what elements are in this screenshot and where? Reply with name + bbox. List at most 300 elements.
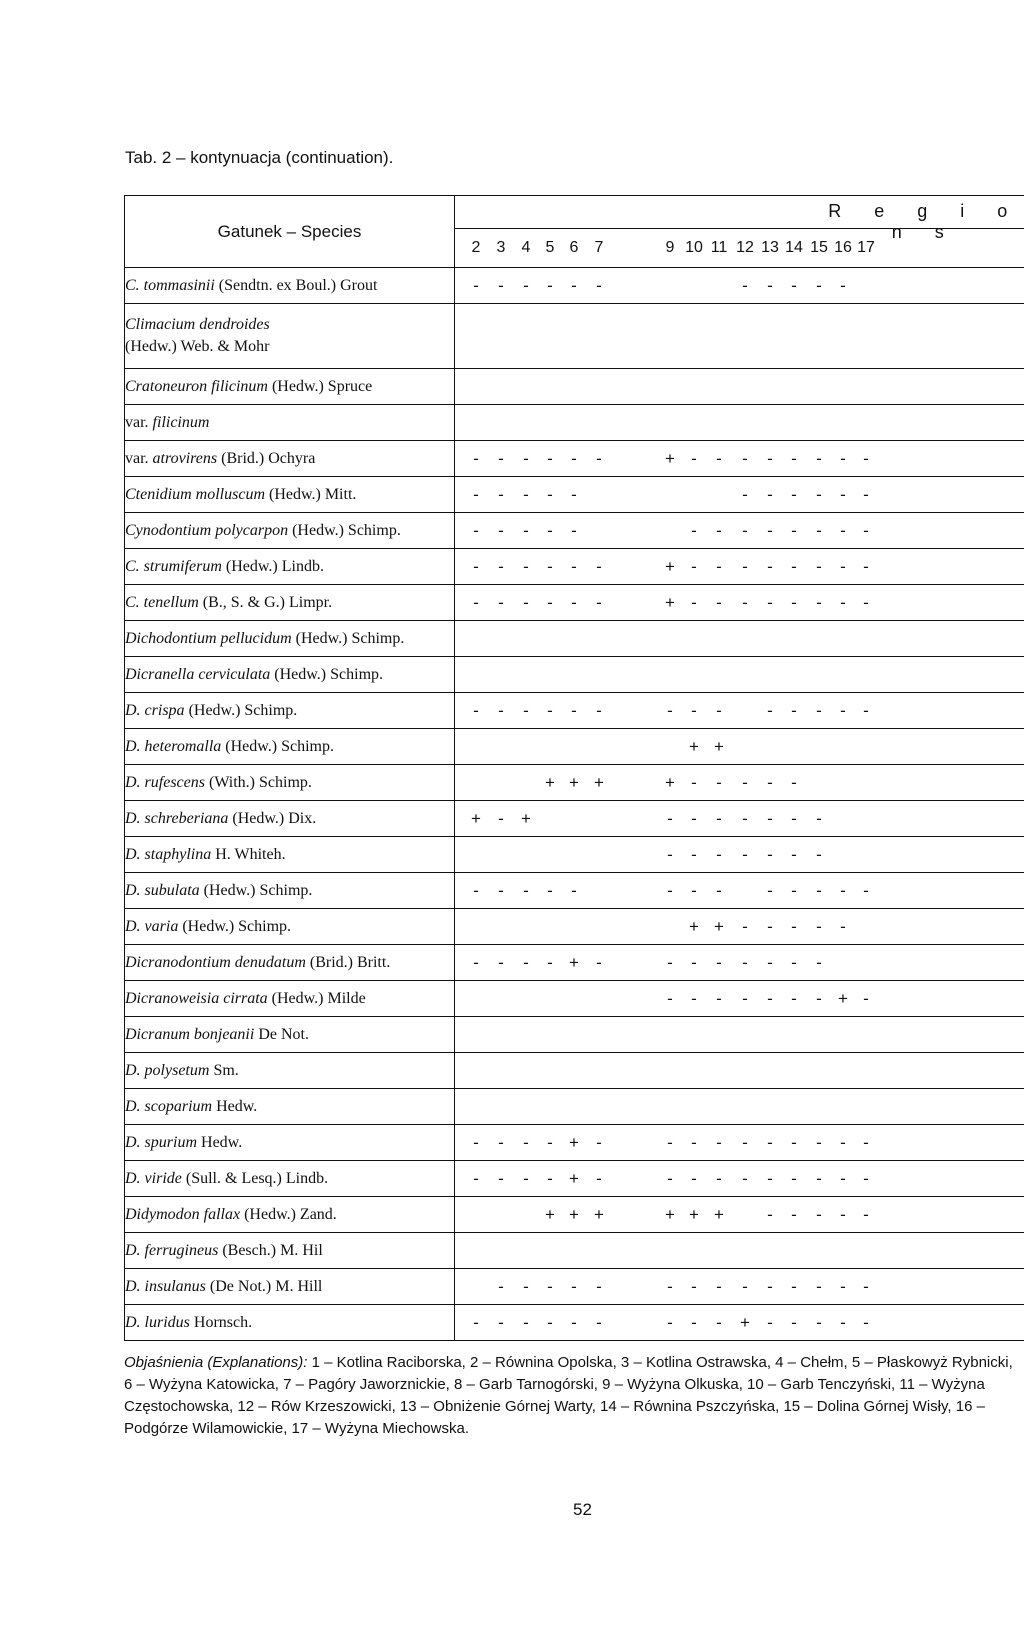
- presence-dash-mark: -: [523, 520, 529, 540]
- species-name: [125, 1125, 455, 1161]
- presence-dash-mark: -: [816, 1132, 822, 1152]
- region-marks: [455, 1089, 1024, 1125]
- regions-column-header: [455, 196, 1024, 268]
- species-name: [125, 657, 455, 693]
- presence-dash-mark: -: [596, 448, 602, 468]
- presence-dash-mark: -: [791, 772, 797, 792]
- region-numbers: [455, 229, 1024, 267]
- species-genus: Dichodontium pellucidum: [125, 629, 292, 647]
- presence-plus-mark: +: [594, 1204, 604, 1224]
- species-name: [125, 981, 455, 1017]
- presence-dash-mark: -: [523, 275, 529, 295]
- presence-dash-mark: -: [816, 880, 822, 900]
- presence-dash-mark: -: [716, 772, 722, 792]
- presence-dash-mark: -: [742, 484, 748, 504]
- presence-dash-mark: -: [691, 1132, 697, 1152]
- presence-dash-mark: -: [840, 520, 846, 540]
- species-genus: D. scoparium: [125, 1097, 213, 1115]
- presence-dash-mark: -: [767, 592, 773, 612]
- presence-dash-mark: -: [791, 808, 797, 828]
- region-number: 5: [545, 239, 555, 256]
- species-name: [125, 837, 455, 873]
- presence-dash-mark: -: [863, 700, 869, 720]
- presence-dash-mark: -: [498, 808, 504, 828]
- presence-dash-mark: -: [840, 275, 846, 295]
- presence-dash-mark: -: [791, 484, 797, 504]
- presence-dash-mark: -: [716, 880, 722, 900]
- table-row: [125, 801, 1024, 837]
- presence-plus-mark: +: [569, 772, 579, 792]
- table-caption: Tab. 2 – kontynuacja (continuation).: [125, 148, 394, 167]
- region-marks: [455, 837, 1024, 873]
- species-author: (Hedw.) Schimp.: [178, 917, 292, 935]
- species-author: (Hedw.) Schimp.: [184, 701, 298, 719]
- presence-dash-mark: -: [523, 592, 529, 612]
- table-row: [125, 268, 1024, 304]
- presence-dash-mark: -: [498, 275, 504, 295]
- table-row: [125, 477, 1024, 513]
- presence-dash-mark: -: [816, 1276, 822, 1296]
- presence-dash-mark: -: [816, 1312, 822, 1332]
- presence-dash-mark: -: [791, 520, 797, 540]
- presence-dash-mark: -: [840, 1276, 846, 1296]
- species-genus: Cratoneuron filicinum: [125, 377, 268, 395]
- table-row: [125, 945, 1024, 981]
- presence-dash-mark: -: [571, 592, 577, 612]
- presence-dash-mark: -: [691, 772, 697, 792]
- region-marks: [455, 304, 1024, 369]
- presence-dash-mark: -: [473, 1312, 479, 1332]
- presence-dash-mark: -: [547, 448, 553, 468]
- presence-dash-mark: -: [473, 1132, 479, 1152]
- presence-dash-mark: -: [716, 556, 722, 576]
- presence-dash-mark: -: [691, 592, 697, 612]
- species-author: (With.) Schimp.: [204, 773, 312, 791]
- species-genus: Cynodontium polycarpon: [125, 521, 289, 539]
- presence-dash-mark: -: [691, 1312, 697, 1332]
- presence-dash-mark: -: [816, 916, 822, 936]
- presence-dash-mark: -: [791, 880, 797, 900]
- species-prefix: var.: [125, 449, 153, 467]
- presence-dash-mark: -: [840, 1312, 846, 1332]
- presence-dash-mark: -: [863, 988, 869, 1008]
- species-genus: Dicranoweisia cirrata: [125, 989, 268, 1007]
- region-marks: [455, 1305, 1024, 1341]
- region-marks: [455, 729, 1024, 765]
- presence-dash-mark: -: [691, 1168, 697, 1188]
- species-name: [125, 1017, 455, 1053]
- presence-dash-mark: -: [547, 1276, 553, 1296]
- presence-dash-mark: -: [791, 556, 797, 576]
- presence-dash-mark: -: [667, 844, 673, 864]
- species-genus: C. tommasinii: [125, 276, 215, 294]
- table-row: [125, 304, 1024, 369]
- presence-dash-mark: -: [498, 1168, 504, 1188]
- table-row: [125, 1053, 1024, 1089]
- species-genus: C. tenellum: [125, 593, 199, 611]
- presence-dash-mark: -: [596, 952, 602, 972]
- presence-dash-mark: -: [767, 844, 773, 864]
- presence-plus-mark: +: [714, 736, 724, 756]
- presence-plus-mark: +: [569, 1204, 579, 1224]
- presence-dash-mark: -: [498, 520, 504, 540]
- species-author: (Brid.) Ochyra: [217, 449, 316, 467]
- presence-dash-mark: -: [596, 1276, 602, 1296]
- presence-dash-mark: -: [791, 1204, 797, 1224]
- species-prefix: var.: [125, 413, 153, 431]
- presence-dash-mark: -: [767, 556, 773, 576]
- presence-dash-mark: -: [667, 880, 673, 900]
- region-marks: [455, 1161, 1024, 1197]
- species-author: (Hedw.) Schimp.: [288, 521, 401, 539]
- presence-dash-mark: -: [571, 484, 577, 504]
- presence-dash-mark: -: [767, 808, 773, 828]
- presence-dash-mark: -: [767, 484, 773, 504]
- table-row: [125, 1233, 1024, 1269]
- region-number: 4: [521, 239, 531, 256]
- species-author: Hedw.: [212, 1097, 258, 1115]
- table-row: [125, 837, 1024, 873]
- presence-dash-mark: -: [547, 880, 553, 900]
- species-genus: D. spurium: [125, 1133, 198, 1151]
- species-name: [125, 1053, 455, 1089]
- presence-dash-mark: -: [767, 880, 773, 900]
- table-row: [125, 765, 1024, 801]
- presence-dash-mark: -: [547, 1312, 553, 1332]
- presence-dash-mark: -: [840, 592, 846, 612]
- species-genus: C. strumiferum: [125, 557, 222, 575]
- species-genus: D. staphylina: [125, 845, 212, 863]
- presence-dash-mark: -: [863, 1168, 869, 1188]
- presence-dash-mark: -: [473, 700, 479, 720]
- region-marks: [455, 909, 1024, 945]
- presence-dash-mark: -: [767, 1132, 773, 1152]
- presence-dash-mark: -: [571, 1276, 577, 1296]
- species-genus: D. viride: [125, 1169, 182, 1187]
- species-genus: D. schreberiana: [125, 809, 229, 827]
- presence-dash-mark: -: [571, 700, 577, 720]
- presence-dash-mark: -: [791, 448, 797, 468]
- presence-dash-mark: -: [667, 1132, 673, 1152]
- presence-dash-mark: -: [523, 1168, 529, 1188]
- table-row: [125, 693, 1024, 729]
- presence-dash-mark: -: [498, 1276, 504, 1296]
- table-row: [125, 1305, 1024, 1341]
- presence-dash-mark: -: [571, 556, 577, 576]
- species-name: [125, 304, 455, 369]
- presence-dash-mark: -: [716, 1276, 722, 1296]
- species-genus: Dicranella cerviculata: [125, 665, 271, 683]
- presence-dash-mark: -: [596, 1132, 602, 1152]
- region-number: 6: [569, 239, 579, 256]
- presence-dash-mark: -: [547, 484, 553, 504]
- table-row: [125, 621, 1024, 657]
- species-author: De Not.: [254, 1025, 309, 1043]
- presence-dash-mark: -: [571, 275, 577, 295]
- presence-dash-mark: -: [523, 700, 529, 720]
- presence-dash-mark: -: [523, 1132, 529, 1152]
- species-name: [125, 441, 455, 477]
- table-row: [125, 1017, 1024, 1053]
- presence-dash-mark: -: [571, 448, 577, 468]
- presence-dash-mark: -: [691, 988, 697, 1008]
- species-name: [125, 1233, 455, 1269]
- presence-dash-mark: -: [767, 1168, 773, 1188]
- region-marks: [455, 765, 1024, 801]
- presence-dash-mark: -: [742, 1276, 748, 1296]
- presence-dash-mark: -: [863, 448, 869, 468]
- presence-dash-mark: -: [571, 1312, 577, 1332]
- presence-dash-mark: -: [767, 448, 773, 468]
- species-name: [125, 729, 455, 765]
- region-marks: [455, 405, 1024, 441]
- presence-dash-mark: -: [742, 952, 748, 972]
- presence-dash-mark: -: [547, 592, 553, 612]
- presence-dash-mark: -: [473, 592, 479, 612]
- presence-dash-mark: -: [863, 520, 869, 540]
- table-row: [125, 657, 1024, 693]
- region-number: 9: [665, 239, 675, 256]
- species-genus: D. rufescens: [125, 773, 205, 791]
- presence-dash-mark: -: [742, 520, 748, 540]
- presence-dash-mark: -: [667, 1168, 673, 1188]
- region-number: 10: [685, 239, 703, 256]
- presence-dash-mark: -: [596, 556, 602, 576]
- presence-dash-mark: -: [816, 808, 822, 828]
- region-marks: [455, 1053, 1024, 1089]
- presence-dash-mark: -: [473, 556, 479, 576]
- species-name: [125, 1305, 455, 1341]
- presence-dash-mark: -: [691, 556, 697, 576]
- species-author: (Hedw.) Lindb.: [221, 557, 324, 575]
- presence-dash-mark: -: [767, 1312, 773, 1332]
- presence-dash-mark: -: [547, 952, 553, 972]
- presence-dash-mark: -: [498, 484, 504, 504]
- species-genus: Didymodon fallax: [125, 1205, 241, 1223]
- presence-dash-mark: -: [791, 916, 797, 936]
- species-author: Sm.: [209, 1061, 239, 1079]
- presence-dash-mark: -: [767, 1276, 773, 1296]
- presence-plus-mark: +: [714, 1204, 724, 1224]
- species-name: [125, 1197, 455, 1233]
- table-row: [125, 1089, 1024, 1125]
- presence-plus-mark: +: [545, 1204, 555, 1224]
- species-author: (Hedw.) Dix.: [228, 809, 317, 827]
- region-marks: [455, 477, 1024, 513]
- presence-plus-mark: +: [569, 952, 579, 972]
- presence-dash-mark: -: [716, 520, 722, 540]
- region-marks: [455, 693, 1024, 729]
- species-name: [125, 1089, 455, 1125]
- region-marks: [455, 1017, 1024, 1053]
- region-marks: [455, 585, 1024, 621]
- presence-dash-mark: -: [816, 448, 822, 468]
- species-author: (Hedw.) Schimp.: [270, 665, 384, 683]
- presence-dash-mark: -: [498, 592, 504, 612]
- presence-dash-mark: -: [840, 1204, 846, 1224]
- region-marks: [455, 369, 1024, 405]
- species-author: (Sull. & Lesq.) Lindb.: [181, 1169, 329, 1187]
- species-genus: D. heteromalla: [125, 737, 222, 755]
- species-genus: filicinum: [152, 413, 210, 431]
- presence-dash-mark: -: [473, 275, 479, 295]
- presence-dash-mark: -: [816, 275, 822, 295]
- species-name: [125, 513, 455, 549]
- species-genus: Dicranodontium denudatum: [125, 953, 306, 971]
- presence-dash-mark: -: [547, 1132, 553, 1152]
- table-row: [125, 441, 1024, 477]
- presence-dash-mark: -: [791, 1276, 797, 1296]
- presence-plus-mark: +: [545, 772, 555, 792]
- presence-dash-mark: -: [498, 1132, 504, 1152]
- species-author: (Hedw.) Schimp.: [221, 737, 334, 755]
- table-row: [125, 1269, 1024, 1305]
- presence-plus-mark: +: [665, 448, 675, 468]
- presence-dash-mark: -: [767, 520, 773, 540]
- table-row: [125, 981, 1024, 1017]
- species-author: (B., S. & G.) Limpr.: [198, 593, 333, 611]
- presence-dash-mark: -: [840, 484, 846, 504]
- presence-dash-mark: -: [791, 275, 797, 295]
- presence-dash-mark: -: [716, 988, 722, 1008]
- presence-dash-mark: -: [523, 1312, 529, 1332]
- species-genus: D. insulanus: [125, 1277, 206, 1295]
- presence-dash-mark: -: [667, 808, 673, 828]
- presence-dash-mark: -: [742, 844, 748, 864]
- region-marks: [455, 1125, 1024, 1161]
- presence-dash-mark: -: [742, 1132, 748, 1152]
- presence-dash-mark: -: [791, 700, 797, 720]
- species-author: (Brid.) Britt.: [305, 953, 391, 971]
- species-name: [125, 585, 455, 621]
- presence-dash-mark: -: [742, 1168, 748, 1188]
- presence-dash-mark: -: [767, 275, 773, 295]
- presence-dash-mark: -: [523, 1276, 529, 1296]
- table-row: [125, 1125, 1024, 1161]
- presence-dash-mark: -: [571, 880, 577, 900]
- presence-dash-mark: -: [716, 1312, 722, 1332]
- presence-dash-mark: -: [691, 844, 697, 864]
- presence-dash-mark: -: [473, 484, 479, 504]
- presence-plus-mark: +: [714, 916, 724, 936]
- region-number: 17: [857, 239, 875, 256]
- presence-dash-mark: -: [691, 952, 697, 972]
- page-number: 52: [573, 1500, 592, 1519]
- table-row: [125, 585, 1024, 621]
- presence-dash-mark: -: [742, 448, 748, 468]
- presence-plus-mark: +: [471, 808, 481, 828]
- presence-dash-mark: -: [716, 952, 722, 972]
- presence-dash-mark: -: [691, 700, 697, 720]
- presence-dash-mark: -: [667, 1276, 673, 1296]
- presence-dash-mark: -: [498, 1312, 504, 1332]
- presence-dash-mark: -: [816, 1204, 822, 1224]
- region-number: 7: [594, 239, 604, 256]
- presence-dash-mark: -: [816, 844, 822, 864]
- presence-dash-mark: -: [716, 448, 722, 468]
- presence-dash-mark: -: [840, 700, 846, 720]
- region-marks: [455, 657, 1024, 693]
- presence-dash-mark: -: [816, 556, 822, 576]
- presence-dash-mark: -: [840, 448, 846, 468]
- presence-dash-mark: -: [767, 772, 773, 792]
- region-marks: [455, 549, 1024, 585]
- table-row: [125, 1197, 1024, 1233]
- presence-plus-mark: +: [665, 592, 675, 612]
- presence-dash-mark: -: [571, 520, 577, 540]
- presence-dash-mark: -: [596, 700, 602, 720]
- species-author: (Hedw.) Mitt.: [265, 485, 357, 503]
- species-name: [125, 801, 455, 837]
- species-author: (Hedw.) Milde: [267, 989, 366, 1007]
- presence-dash-mark: -: [840, 880, 846, 900]
- species-table: [124, 195, 1024, 1341]
- presence-dash-mark: -: [667, 952, 673, 972]
- region-marks: [455, 873, 1024, 909]
- presence-dash-mark: -: [596, 1168, 602, 1188]
- presence-dash-mark: -: [523, 484, 529, 504]
- region-number: 13: [761, 239, 779, 256]
- region-marks: [455, 945, 1024, 981]
- region-number: 15: [810, 239, 828, 256]
- species-column-header: Gatunek – Species: [125, 196, 455, 268]
- presence-dash-mark: -: [863, 1132, 869, 1152]
- presence-dash-mark: -: [816, 520, 822, 540]
- species-name: [125, 369, 455, 405]
- presence-dash-mark: -: [816, 484, 822, 504]
- region-marks: [455, 268, 1024, 304]
- species-name: [125, 873, 455, 909]
- presence-dash-mark: -: [667, 1312, 673, 1332]
- region-number: 2: [471, 239, 481, 256]
- species-author: (Besch.) M. Hil: [218, 1241, 323, 1259]
- presence-dash-mark: -: [547, 520, 553, 540]
- species-name: [125, 945, 455, 981]
- presence-dash-mark: -: [742, 275, 748, 295]
- species-author: Hornsch.: [189, 1313, 253, 1331]
- region-marks: [455, 1197, 1024, 1233]
- presence-dash-mark: -: [523, 952, 529, 972]
- presence-plus-mark: +: [594, 772, 604, 792]
- table-row: [125, 369, 1024, 405]
- species-name: [125, 477, 455, 513]
- presence-dash-mark: -: [791, 1132, 797, 1152]
- presence-dash-mark: -: [816, 700, 822, 720]
- region-marks: [455, 1269, 1024, 1305]
- presence-dash-mark: -: [716, 592, 722, 612]
- species-author: (Hedw.) Web. & Mohr: [125, 338, 270, 355]
- explanations-label: Objaśnienia (Explanations):: [124, 1354, 308, 1371]
- table-row: [125, 513, 1024, 549]
- table-row: [125, 909, 1024, 945]
- presence-dash-mark: -: [863, 484, 869, 504]
- presence-dash-mark: -: [498, 700, 504, 720]
- presence-dash-mark: -: [667, 700, 673, 720]
- presence-dash-mark: -: [742, 916, 748, 936]
- presence-dash-mark: -: [863, 880, 869, 900]
- presence-dash-mark: -: [523, 448, 529, 468]
- species-genus: Ctenidium molluscum: [125, 485, 265, 503]
- species-author: Hedw.: [197, 1133, 243, 1151]
- presence-dash-mark: -: [473, 1168, 479, 1188]
- presence-dash-mark: -: [742, 772, 748, 792]
- presence-dash-mark: -: [742, 556, 748, 576]
- presence-dash-mark: -: [742, 592, 748, 612]
- species-author: (Hedw.) Schimp.: [291, 629, 405, 647]
- presence-dash-mark: -: [691, 808, 697, 828]
- presence-plus-mark: +: [665, 1204, 675, 1224]
- presence-dash-mark: -: [596, 275, 602, 295]
